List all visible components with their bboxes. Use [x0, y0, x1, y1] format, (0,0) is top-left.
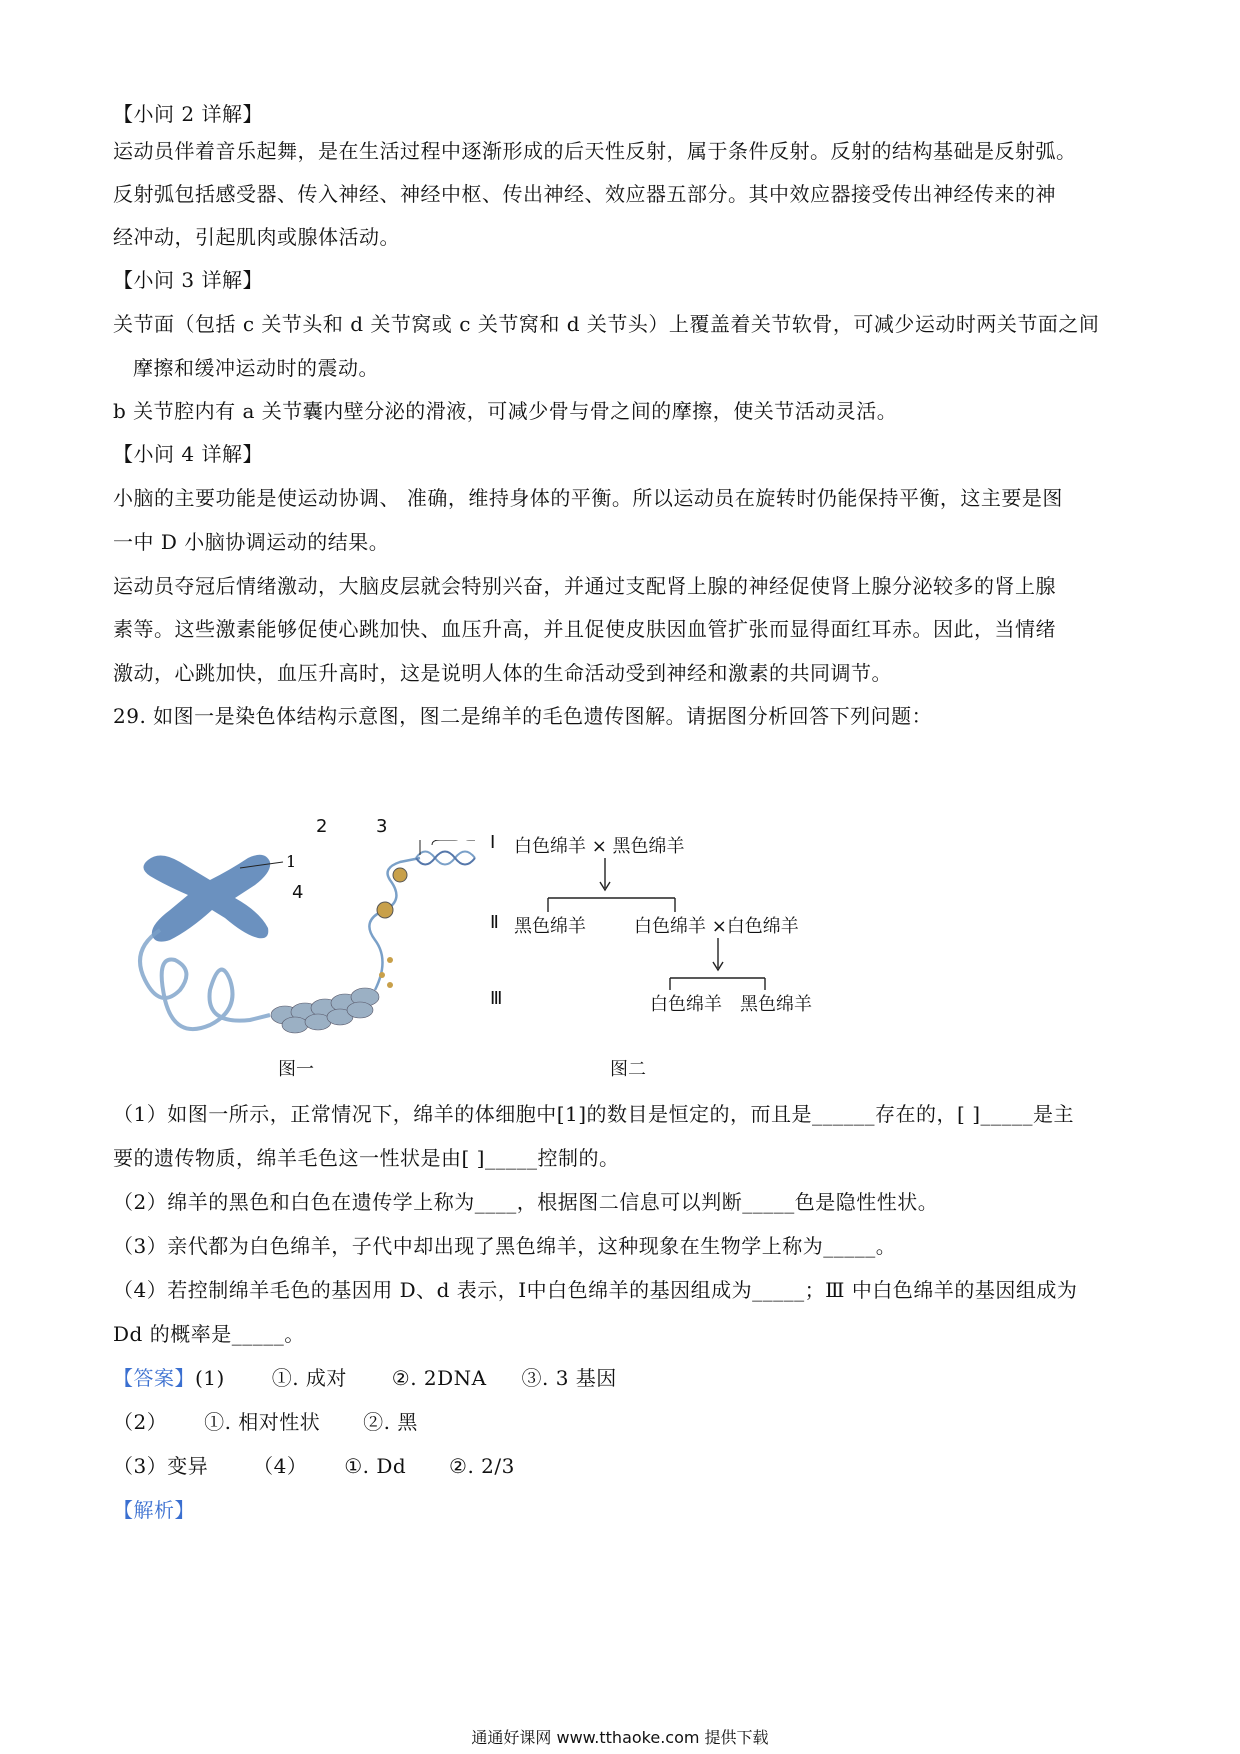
- answer-line-1: [113, 1364, 617, 1392]
- paragraph-line: 经冲动，引起肌肉或腺体活动。: [113, 225, 400, 249]
- answer-1-prefix: (1): [195, 1366, 225, 1390]
- answer-1-item: ②. 2DNA: [391, 1366, 487, 1390]
- subquestion-3-heading: 【小问 3 详解】: [113, 268, 263, 292]
- paragraph-line: 一中 D 小脑协调运动的结果。: [113, 530, 390, 554]
- answer-4-item: ①. Dd: [344, 1454, 407, 1478]
- answer-line-3: [113, 1452, 515, 1480]
- figure-1-label-4: 4: [292, 882, 304, 903]
- answer-1-item: ③. 3 基因: [521, 1366, 617, 1390]
- figure-1-label-2: 2: [316, 816, 328, 837]
- paragraph-line: 运动员伴着音乐起舞，是在生活过程中逐渐形成的后天性反射，属于条件反射。反射的结构基础是反射弧。: [113, 139, 1077, 163]
- question-29-stem: 29. 如图一是染色体结构示意图，图二是绵羊的毛色遗传图解。请据图分析回答下列问题：: [113, 704, 933, 728]
- paragraph-line: 摩擦和缓冲运动时的震动。: [133, 356, 379, 380]
- answer-line-2: [113, 1408, 418, 1436]
- answer-2-item: ②. 黑: [363, 1410, 418, 1434]
- chromosome-illustration: [120, 840, 480, 1050]
- answer-4-item: ②. 2/3: [449, 1454, 515, 1478]
- subquestion-2-heading: 【小问 2 详解】: [113, 102, 263, 126]
- figure-2-inheritance-diagram: [490, 830, 830, 1060]
- paragraph-line: 素等。这些激素能够促使心跳加快、血压升高，并且促使皮肤因血管扩张而显得面红耳赤。因此，当情绪: [113, 617, 1056, 641]
- paragraph-line: 小脑的主要功能是使运动协调、 准确，维持身体的平衡。所以运动员在旋转时仍能保持平衡，这主要是图: [113, 486, 1063, 510]
- page-footer: 通通好课网 www.tthaoke.com 提供下载: [471, 1728, 769, 1747]
- generation-2-label: Ⅱ: [490, 912, 499, 933]
- answer-3: （3）变异: [113, 1454, 209, 1478]
- question-4-line: （4）若控制绵羊毛色的基因用 D、d 表示，Ⅰ中白色绵羊的基因组成为_____；Ⅲ 中白色绵羊的基因组成为: [113, 1278, 1078, 1302]
- paragraph-line: b 关节腔内有 a 关节囊内壁分泌的滑液，可减少骨与骨之间的摩擦，使关节活动灵活。: [113, 399, 898, 423]
- question-1-line: （1）如图一所示，正常情况下，绵羊的体细胞中[1]的数目是恒定的，而且是______存在的，[ ]_____是主: [113, 1102, 1075, 1126]
- subquestion-4-heading: 【小问 4 详解】: [113, 442, 263, 466]
- figure-1-label-1: 1: [286, 852, 297, 871]
- figure-1-label-3: 3: [376, 816, 388, 837]
- answer-1-item: ①. 成对: [271, 1366, 347, 1390]
- paragraph-line: 运动员夺冠后情绪激动，大脑皮层就会特别兴奋，并通过支配肾上腺的神经促使肾上腺分泌较多的肾上腺: [113, 574, 1056, 598]
- figure-1-chromosome: [120, 816, 480, 1050]
- paragraph-line: 关节面（包括 c 关节头和 d 关节窝或 c 关节窝和 d 关节头）上覆盖着关节软骨，可减少运动时两关节面之间: [113, 312, 1100, 336]
- question-3-line: （3）亲代都为白色绵羊，子代中却出现了黑色绵羊，这种现象在生物学上称为_____。: [113, 1234, 897, 1258]
- analysis-tag: 【解析】: [113, 1498, 195, 1522]
- answer-2-item: ①. 相对性状: [204, 1410, 321, 1434]
- answer-4-prefix: （4）: [253, 1454, 308, 1478]
- generation-3-right: 黑色绵羊: [740, 994, 812, 1015]
- answer-tag: 【答案】: [113, 1366, 195, 1390]
- question-2-line: （2）绵羊的黑色和白色在遗传学上称为____，根据图二信息可以判断_____色是隐性性状。: [113, 1190, 939, 1214]
- figure-1-caption: 图一: [278, 1059, 314, 1080]
- generation-2-left: 黑色绵羊: [514, 916, 586, 937]
- generation-1-cross: 白色绵羊 × 黑色绵羊: [514, 836, 685, 857]
- inheritance-lines: [490, 830, 830, 1060]
- generation-1-label: Ⅰ: [490, 832, 496, 853]
- generation-3-left: 白色绵羊: [650, 994, 722, 1015]
- generation-3-label: Ⅲ: [490, 988, 503, 1009]
- generation-2-cross: 白色绵羊 ×白色绵羊: [634, 916, 799, 937]
- question-1-line: 要的遗传物质，绵羊毛色这一性状是由[ ]_____控制的。: [113, 1146, 620, 1170]
- paragraph-line: 激动，心跳加快，血压升高时，这是说明人体的生命活动受到神经和激素的共同调节。: [113, 661, 892, 685]
- figure-2-caption: 图二: [610, 1059, 646, 1080]
- paragraph-line: 反射弧包括感受器、传入神经、神经中枢、传出神经、效应器五部分。其中效应器接受传出神经传来的神: [113, 182, 1056, 206]
- answer-2-prefix: （2）: [113, 1410, 168, 1434]
- question-4-line: Dd 的概率是_____。: [113, 1322, 305, 1346]
